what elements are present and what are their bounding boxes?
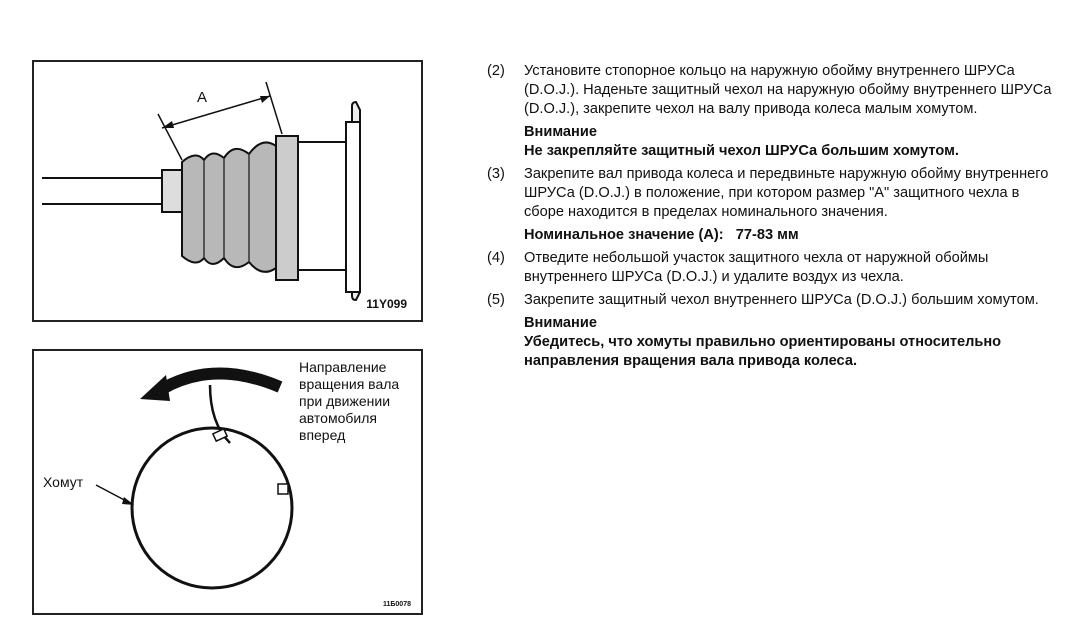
instructions: [487, 62, 1057, 375]
nominal-value: Номинальное значение (А): 77-83 мм: [524, 227, 799, 243]
figure-code: 11Y099: [366, 297, 407, 311]
step-4: (4) Отведите небольшой участок защитного чехла от наружной обоймы внутреннего ШРУСа (D.O.J.) и удалите воздух из чехла.: [487, 250, 989, 285]
clamp-label: Хомут: [43, 474, 84, 490]
figure-code: 11Б0078: [382, 601, 411, 608]
caution-1: Внимание Не закрепляйте защитный чехол ШРУСа большим хомутом.: [524, 124, 959, 159]
rotation-caption: Направление вращения вала при движении автомобиля вперед: [299, 359, 400, 443]
figure-boot-assembly: [32, 60, 423, 322]
figure-clamp-orientation: [32, 349, 423, 615]
dimension-a-label: A: [197, 89, 208, 106]
step-2: (2) Установите стопорное кольцо на наружную обойму внутреннего ШРУСа (D.O.J.). Наденьте защитный чехол на наружную обойму внутреннего ШРУСа (D.O.J.), закрепите чехол на валу привода колеса малым хомутом.: [487, 63, 1052, 117]
boot-illustration: [34, 62, 421, 320]
step-5: (5) Закрепите защитный чехол внутреннего ШРУСа (D.O.J.) большим хомутом.: [487, 292, 1039, 308]
caution-2: Внимание Убедитесь, что хомуты правильно ориентированы относительно направления вращения вала привода колеса.: [524, 315, 1002, 369]
step-3: (3) Закрепите вал привода колеса и передвиньте наружную обойму внутреннего ШРУСа (D.O.J.) в положение, при котором размер "А" защитного чехла в сборе находится в пределах номинального значения.: [487, 166, 1049, 220]
